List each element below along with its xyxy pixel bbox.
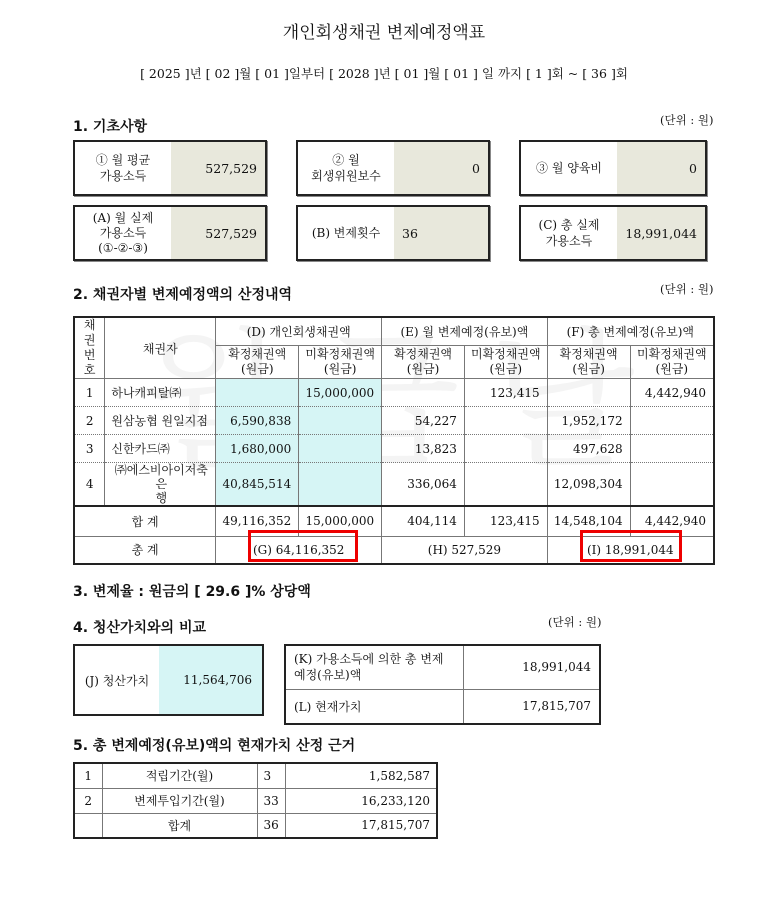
header-d-confirmed: 확정채권액 (원금) — [216, 346, 299, 379]
unit-label-4: (단위 : 원) — [548, 615, 602, 629]
row-e-confirmed: 13,823 — [382, 435, 465, 463]
creditor-table — [73, 316, 715, 565]
row-d-confirmed: 6,590,838 — [216, 407, 299, 435]
table-row — [74, 813, 437, 838]
highlight-box-g — [248, 530, 358, 562]
row-d-confirmed: 40,845,514 — [216, 463, 299, 507]
table-row — [74, 435, 714, 463]
pv-row-no: 2 — [74, 788, 102, 813]
avg-income-value: 527,529 — [171, 142, 265, 194]
row-e-unconfirmed: 123,415 — [464, 379, 547, 407]
trustee-fee-box — [296, 140, 490, 196]
header-creditor: 채권자 — [105, 317, 216, 379]
repayment-count-value: 36 — [394, 207, 488, 259]
section5-heading: 5. 총 변제예정(유보)액의 현재가치 산정 근거 — [73, 738, 356, 754]
total-income-value: 18,991,044 — [617, 207, 705, 259]
row-d-unconfirmed — [299, 407, 382, 435]
header-f-confirmed: 확정채권액 (원금) — [547, 346, 630, 379]
repayment-count-box — [296, 205, 490, 261]
liquidation-value-label: (J) 청산가치 — [84, 673, 150, 688]
child-support-label: ③ 월 양육비 — [536, 161, 602, 175]
present-value-table — [73, 762, 438, 839]
pv-row-label: 변제투입기간(월) — [102, 788, 257, 813]
row-e-unconfirmed — [464, 463, 547, 507]
subtotal-d-confirmed: 49,116,352 — [216, 506, 299, 536]
unit-label-2: (단위 : 원) — [660, 282, 714, 296]
subtotal-f-unconfirmed: 4,442,940 — [630, 506, 714, 536]
pv-row-count: 33 — [257, 788, 285, 813]
table-row — [74, 788, 437, 813]
total-label: 총 계 — [74, 536, 216, 564]
table-row — [74, 407, 714, 435]
total-i: (I) 18,991,044 — [547, 536, 714, 564]
total-h: (H) 527,529 — [382, 536, 547, 564]
k-value: 18,991,044 — [463, 645, 600, 689]
subtotal-d-unconfirmed: 15,000,000 — [299, 506, 382, 536]
subtotal-e-unconfirmed: 123,415 — [464, 506, 547, 536]
avg-income-box — [73, 140, 267, 196]
row-f-unconfirmed: 4,442,940 — [630, 379, 714, 407]
row-f-confirmed: 497,628 — [547, 435, 630, 463]
pv-row-amount: 1,582,587 — [285, 763, 437, 788]
header-e: (E) 월 변제예정(유보)액 — [382, 317, 547, 346]
row-e-confirmed — [382, 379, 465, 407]
row-d-unconfirmed — [299, 463, 382, 507]
liquidation-value-box — [73, 644, 264, 716]
comparison-table — [284, 644, 601, 725]
k-label: (K) 가용소득에 의한 총 변제 예정(유보)액 — [285, 645, 463, 689]
actual-income-value: 527,529 — [171, 207, 265, 259]
row-e-confirmed: 54,227 — [382, 407, 465, 435]
row-d-confirmed — [216, 379, 299, 407]
pv-row-count: 36 — [257, 813, 285, 838]
highlight-box-i — [580, 530, 682, 562]
row-e-unconfirmed — [464, 407, 547, 435]
trustee-fee-value: 0 — [394, 142, 488, 194]
section2-heading: 2. 채권자별 변제예정액의 산정내역 — [73, 287, 293, 303]
total-income-label: (C) 총 실제 가용소득 — [538, 218, 600, 248]
row-creditor: 신한카드㈜ — [105, 435, 216, 463]
header-f-unconfirmed: 미확정채권액 (원금) — [630, 346, 714, 379]
row-creditor: 원삼농협 원일지점 — [105, 407, 216, 435]
row-d-unconfirmed — [299, 435, 382, 463]
subtotal-label: 합 계 — [74, 506, 216, 536]
table-row — [74, 763, 437, 788]
header-f: (F) 총 변제예정(유보)액 — [547, 317, 714, 346]
row-d-confirmed: 1,680,000 — [216, 435, 299, 463]
row-f-unconfirmed — [630, 435, 714, 463]
unit-label: (단위 : 원) — [660, 113, 714, 127]
row-e-confirmed: 336,064 — [382, 463, 465, 507]
header-e-unconfirmed: 미확정채권액 (원금) — [464, 346, 547, 379]
l-value: 17,815,707 — [463, 689, 600, 724]
subtotal-e-confirmed: 404,114 — [382, 506, 465, 536]
row-no: 3 — [74, 435, 105, 463]
pv-row-label: 합계 — [102, 813, 257, 838]
pv-row-amount: 16,233,120 — [285, 788, 437, 813]
header-no: 채권 번호 — [74, 317, 105, 379]
row-d-unconfirmed: 15,000,000 — [299, 379, 382, 407]
row-no: 1 — [74, 379, 105, 407]
document-title: 개인회생채권 변제예정액표 — [282, 23, 486, 43]
child-support-box — [519, 140, 707, 196]
avg-income-label: ① 월 평균 가용소득 — [95, 153, 151, 183]
section1-heading: 1. 기초사항 — [73, 119, 148, 135]
header-e-confirmed: 확정채권액 (원금) — [382, 346, 465, 379]
liquidation-value: 11,564,706 — [159, 646, 262, 714]
table-row — [74, 463, 714, 507]
payment-period: [ 2025 ]년 [ 02 ]월 [ 01 ]일부터 [ 2028 ]년 [ 01 ]월 [ 01 ] 일 까지 [ 1 ]회 ~ [ 36 ]회 — [140, 66, 628, 81]
row-no: 2 — [74, 407, 105, 435]
header-d-unconfirmed: 미확정채권액 (원금) — [299, 346, 382, 379]
child-support-value: 0 — [617, 142, 705, 194]
row-e-unconfirmed — [464, 435, 547, 463]
total-income-box — [519, 205, 707, 261]
header-d: (D) 개인회생채권액 — [216, 317, 382, 346]
pv-row-no: 1 — [74, 763, 102, 788]
row-f-unconfirmed — [630, 463, 714, 507]
row-no: 4 — [74, 463, 105, 507]
l-label: (L) 현재가치 — [285, 689, 463, 724]
table-row — [74, 379, 714, 407]
section3-heading: 3. 변제율 : 원금의 [ 29.6 ]% 상당액 — [73, 584, 311, 600]
row-f-unconfirmed — [630, 407, 714, 435]
pv-row-no — [74, 813, 102, 838]
row-creditor: 하나캐피탈㈜ — [105, 379, 216, 407]
row-f-confirmed: 12,098,304 — [547, 463, 630, 507]
pv-row-amount: 17,815,707 — [285, 813, 437, 838]
total-g: (G) 64,116,352 — [216, 536, 382, 564]
subtotal-f-confirmed: 14,548,104 — [547, 506, 630, 536]
trustee-fee-label: ② 월 회생위원보수 — [311, 153, 381, 183]
pv-row-count: 3 — [257, 763, 285, 788]
row-creditor: ㈜에스비아이저축은 행 — [105, 463, 216, 507]
section4-heading: 4. 청산가치와의 비교 — [73, 620, 206, 636]
repayment-count-label: (B) 변제횟수 — [311, 226, 381, 240]
actual-income-box — [73, 205, 267, 261]
pv-row-label: 적립기간(월) — [102, 763, 257, 788]
row-f-confirmed: 1,952,172 — [547, 407, 630, 435]
row-f-confirmed — [547, 379, 630, 407]
actual-income-label: (A) 월 실제 가용소득 (①-②-③) — [92, 210, 154, 255]
